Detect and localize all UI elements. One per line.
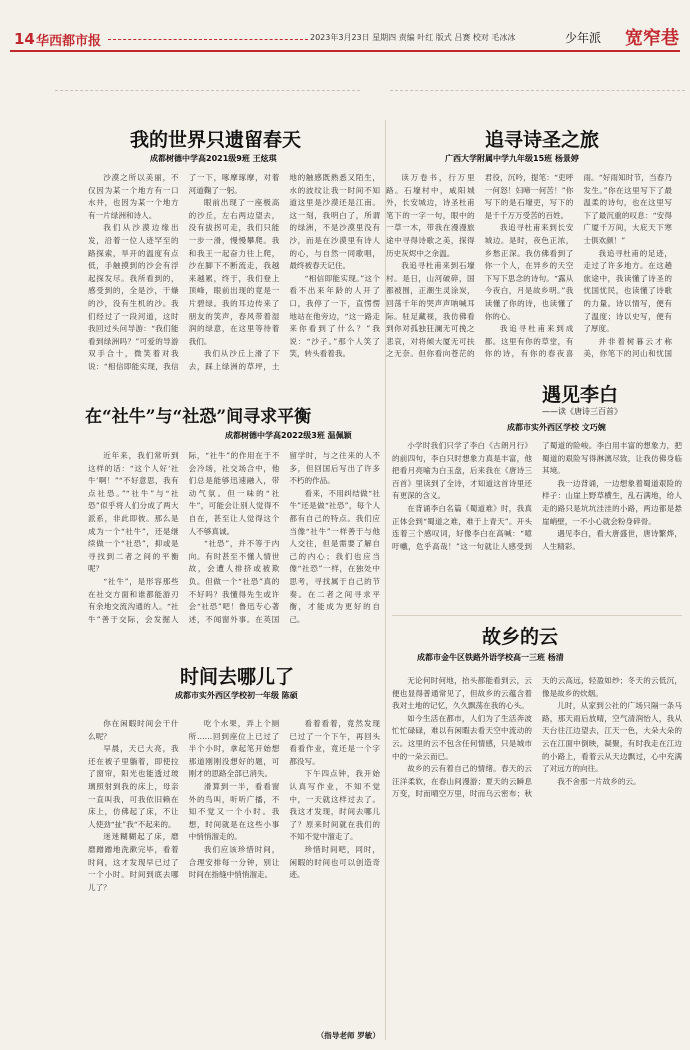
paragraph: 如今生活在都市，人们为了生活奔波忙忙碌碌，难以有闲暇去看天空中流动的云。这里的云不包含任何情感，只是城市中的一朵云而已。 <box>392 713 532 761</box>
paragraph: 早晨，天已大亮，我还在被子里躺着，即使拉了窗帘，阳光也能透过玻璃照射到我的床上，母亲一直叫我，可我依旧赖在床上，仿佛起了床，不让人使劲“扯”我“不起来的。 <box>88 744 179 829</box>
section-separator <box>392 615 682 616</box>
section-name: 少年派 <box>565 31 602 45</box>
article-social <box>80 400 385 445</box>
paragraph: 我们从沙丘上滑了下去，踩上绿洲的草坪，土地的触感既熟悉又陌生，水的波纹让我一时间不知道这里是沙漠还是江南。这一刻，我明白了，所谓的绿洲，不是沙漠里没有沙，而是在沙漠里有诗人的心，与自然一同歌唱，最终被春天记住。 <box>188 173 380 371</box>
paragraph: 迷迷糊糊起了床，磨磨蹭蹭地洗漱完毕，看着时间，这才发现早已过了一个小时。时间到底去哪儿了？ <box>88 832 179 892</box>
paragraph: 沙漠之所以美丽，不仅因为某一个地方有一口水井，也因为某一个地方有一片绿洲和诗人。 <box>88 173 179 220</box>
article-body <box>392 440 682 615</box>
paragraph: 近年来，我们常听到这样的话：“这个人好‘社牛’啊！”“不好意思，我有点社恐。”“社牛”与“社恐”似乎将人们分成了两大派系，非此即彼。那么是成为一个“社牛”，还是继续做一个“社恐”，抑或是寻找到二者之间的平衡呢？ <box>88 451 179 574</box>
article-title: 在“社牛”与“社恐”间寻求平衡 <box>85 407 312 427</box>
article-byline: 广西大学附属中学九年级15班 杨景婷 <box>445 154 579 163</box>
article-body <box>88 172 380 382</box>
article-byline: 成都树德中学高2021级9班 王炫琪 <box>150 154 277 163</box>
column-name: 宽窄巷 <box>625 28 679 49</box>
article-body <box>88 450 380 650</box>
issue-meta: 2023年3月23日 星期四 责编 叶红 版式 吕赛 校对 毛冰冰 <box>310 33 516 42</box>
paragraph: 我一边背诵，一边想象着蜀道艰险的样子：山崖上野草横生，乱石满地，给人走的路只是坑坑洼洼的小路，两边都是悬崖峭壁，一不小心就会粉身碎骨。 <box>542 478 682 526</box>
paragraph: 小学时我们只学了李白《古朗月行》的前四句，李白只时想象力真是丰富，他把看月亮喻为白玉盘，后来我在《唐诗三百首》里读到了全诗，才知道这首诗里还有更深的含义。 <box>392 441 532 501</box>
paragraph: 眼前出现了一座极高的沙丘，左右两边望去，没有拔拐可走，我们只能一步一滑，慢慢攀爬。我和我王一起奋力往上爬，沙在脚下不断流走，我越来越累，终于，我们登上顶峰，眼前出现的竟是一片碧绿。我的耳边传来了朋友的笑声，春风带着湿润的绿意，在这里等待着我们。 <box>188 198 280 346</box>
paragraph: 读万卷书，行万里路。石壕村中，咸阳城外，长安城边，诗圣杜甫笔下的一字一句，眼中的一草一木，带我在漫漫旅途中寻得诗歌之美，探得历史灰烬中之余温。 <box>386 173 475 258</box>
article-spring <box>85 120 385 175</box>
article-dufu <box>385 120 685 175</box>
paragraph: “社牛”，是形容那些在社交方面和谁都能游刃有余地交流沟通的人。“社牛”善于交际，会发掘人际，“社牛”的作用在于不会冷场，社交场合中，他们总是能够迅速融入，带动气氛。但一味的“社牛”，可能会让别人觉得不自在，甚至让人觉得这个人不够真诚。 <box>88 451 280 624</box>
paragraph: 你在闲暇时间会干什么呢？ <box>88 719 179 741</box>
article-footer: （指导老师 罗敏） <box>316 1031 380 1040</box>
paragraph: 滑算到一半，看看窗外的鸟叫，听听广播，不知不觉又一个小时。我想，时间就是在这些小事中悄悄溜走的。 <box>188 781 280 842</box>
article-libai <box>392 378 684 448</box>
paragraph: 儿时，从家到公社的广场只隔一条马路，那天雨后放晴，空气清润怡人，我从天台往江边望去，江天一色，大朵大朵的云在江面中倒映，凝聚，有时我走在江边的小路上，看着云从天边飘过，心中充满了对远方的向往。 <box>542 701 682 774</box>
paragraph: 我追寻杜甫来到成都。这里有你的草堂，有你的诗，有你的春夜喜雨。“好雨知时节，当春乃发生。”你在这里写下了最温柔的诗句，也在这里写下了最沉重的叹息：“安得广厦千万间，大庇天下寒士俱欢颜！” <box>484 173 672 359</box>
page-header <box>0 0 690 52</box>
article-byline: 成都市实外西区学校初一年级 陈硕 <box>175 691 298 700</box>
header-divider <box>108 39 308 40</box>
paragraph: 我追寻杜甫来到长安城边。是时，夜色正浓，乡愁正深。我仿佛看到了你一个人，在异乡的天空下写下思念的诗句。“露从今夜白，月是故乡明。”我读懂了你的诗，也读懂了你的心。 <box>484 223 574 321</box>
article-body <box>392 675 682 1035</box>
article-title: 故乡的云 <box>482 626 559 648</box>
page-number: 14 <box>14 30 35 48</box>
paragraph: 我不舍那一片故乡的云。 <box>557 776 641 786</box>
article-title: 追寻诗圣之旅 <box>485 129 600 151</box>
ornament-line-left <box>55 90 360 91</box>
paragraph: 我们从沙漠边缘出发，沿着一位人迹罕至的路探索，旱开的温度有点低，手触摸到的沙会有浮起探发尽。我所看到的，感受到的，全是沙，干燥的沙，没有生机的沙。我们经过了一段河道，这时我回过头问导游：“我们能看到绿洲吗？”可爱的导游双手合十，微笑着对我说：“相信即能实现，我信了一下，啄摩琢摩，对着河道鞠了一躬。 <box>88 173 280 371</box>
paragraph: 在背诵李白名篇《蜀道难》时，我真正体会到“蜀道之难，难于上青天”。开头连着三个感叹词，好像李白在高喊：“噫吁嚱，危乎高哉！”这一句就让人感受到了蜀道的险峻。李白用丰富的想象力，把蜀道的艰险写得淋漓尽致，让我仿佛身临其境。 <box>392 441 682 551</box>
paragraph: 看着看着，竟然发现已过了一个下午，再回头看看作业，竟还是一个字都没写。 <box>289 719 380 766</box>
article-title: 时间去哪儿了 <box>180 666 295 688</box>
paragraph: 遇见李白，看大唐盛世，唐诗繁烨，人生精彩。 <box>542 529 682 551</box>
article-body <box>386 172 672 372</box>
paragraph: 看来，不用纠结做“社牛”还是做“社恐”，每个人都有自己的特点。我们应当像“社牛”一样善于与他人交往，但是需要了解自己的内心；我们也应当像“社恐”一样，在独处中思考，寻找属于自己的节奏。在二者之间寻求平衡，才能成为更好的自己。 <box>289 488 380 624</box>
column-separator <box>385 120 386 1040</box>
article-time <box>85 660 385 715</box>
article-byline: 成都树德中学高2022级3班 温佩颖 <box>225 431 352 440</box>
paragraph: 珍惜时间吧，同时，闲暇的时间也可以创造奇迹。 <box>289 844 380 880</box>
paragraph: 并非着树暮云才称美，你笔下的河山和忧国 <box>583 336 672 359</box>
article-body <box>88 718 380 1028</box>
paragraph: 我追寻杜甫来到石壕村。是日，山河破碎，国都被围，正潮生灵涂炭，回荡千年的哭声声呐喊耳际。驻足藏视，我仿佛看到你对孤独狂澜无可挽之悲哀，对将倾大厦无可扶之无奈。但你看向苍茫的君役，沉吟，提笔：“吏呼一何怒！妇啼一何苦！”你写下的是石壕吏，写下的是千千万万受苦的百姓。 <box>386 173 574 359</box>
article-byline: 成都市金牛区铁路外语学校高一三班 杨清 <box>417 653 564 662</box>
paragraph: “社恐”，并不等于内向。有时甚至不懂人情世故，会遭人排挤或被欺负。但做一个“社恐”真的不好吗？我懂得先生或许会“社恐”吧！鲁迅专心著述，不闻窗外事。在英国留学时，与之往来的人不多，但回国后写出了许多不朽的作品。 <box>188 451 380 624</box>
ornament-line-right <box>390 90 685 91</box>
article-title: 遇见李白 <box>542 384 619 406</box>
paragraph: 故乡的云有着自己的情绪。春天的云汪洋柔软，在春山间漫游；夏天的云瞬息万变，时而晴空万里，时而乌云密布；秋天的云高远，轻盈如纱；冬天的云低沉，像是故乡的炊烟。 <box>392 676 682 799</box>
newspaper-logo: 华西都市报 <box>36 34 102 49</box>
paragraph: 下午四点钟，我开始认真写作业，不知不觉中，一天就这样过去了。我这才发现，时间去哪儿了？原来时间就在我们的不知不觉中溜走了。 <box>289 769 380 842</box>
article-byline: 成都市实外西区学校 文巧婉 <box>507 423 606 432</box>
header-rule <box>10 50 680 52</box>
paragraph: 吃个水果，弄上个厕所……回到座位上已过了半个小时，拿起笔开始想那道刚刚没想好的题，可刚才的思路全部已消失。 <box>188 719 280 779</box>
paragraph: 我们应该珍惜时间，合理安排每一分钟，别让时间在指缝中悄悄溜走。 <box>188 844 280 880</box>
article-title: 我的世界只遗留春天 <box>130 129 302 151</box>
paragraph: 无论何时何地，抬头都能看到云，云便也显得普通常见了，但故乡的云蕴含着我对土地的记忆，久久飘荡在我的心头。 <box>392 676 532 711</box>
article-clouds <box>392 620 684 680</box>
article-subtitle: ——读《唐诗三百首》 <box>542 407 622 416</box>
paragraph: “相信即能实现。”这个看不出来年龄的人开了口，我停了一下，直愣愣地站在他旁边，“这一路走来你看到了什么？”我说：“沙子。”那个人笑了笑，转头看着我。 <box>289 273 380 359</box>
paragraph: 我追寻杜甫的足迹，走过了许多地方。在这趟旅途中，我读懂了诗圣的忧国忧民，也读懂了诗歌的力量。诗以情写，便有了温度；诗以史写，便有了厚度。 <box>583 248 672 334</box>
